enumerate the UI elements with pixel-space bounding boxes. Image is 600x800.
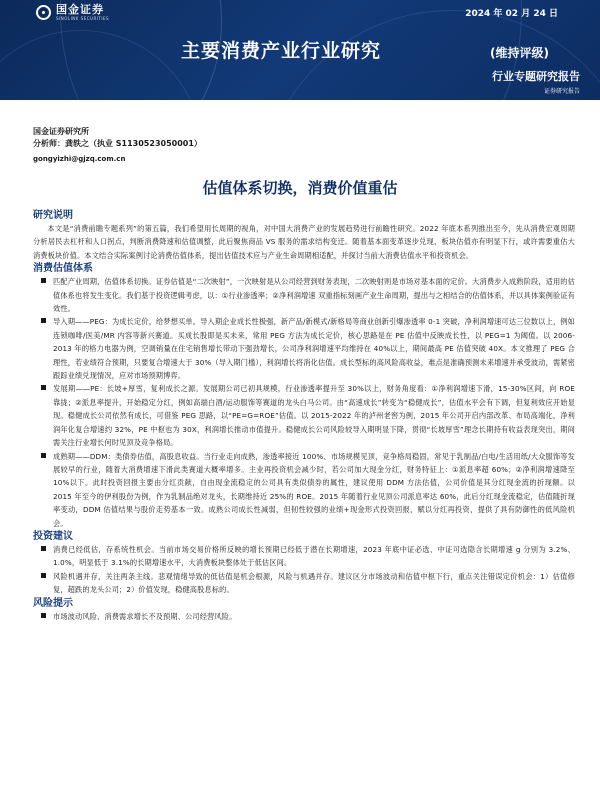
section-heading-investment-advice: 投资建议 xyxy=(33,530,73,542)
logo-icon xyxy=(36,5,51,20)
section-heading-risk-warning: 风险提示 xyxy=(33,597,73,609)
bullet-paragraph: 匹配产业周期，估值体系切换。证券估值是“二次映射”，一次映射是从公司经营到财务表现，二次映射则是市场对基本面的定价。大消费步入成熟阶段，适用的估值体系也将发生变化。我们基于投资逻辑考虑，以：①行业渗透率；②净利润增速 双重指标刻画产业生命周期，提出与之相结合的估值体系，并以具体案例验证有效性。 xyxy=(33,275,575,315)
report-title: 主要消费产业行业研究 xyxy=(181,40,382,62)
analyst-name: 分析师：龚轶之（执业 S1130523050001） xyxy=(33,139,202,148)
logo-text: 国金证券 xyxy=(56,3,104,16)
analyst-email[interactable]: gongyizhi@gjzq.com.cn xyxy=(33,155,126,163)
header-banner xyxy=(0,0,600,100)
bullet-paragraph: 发展期——PE：长坡+厚雪，复利成长之源。发展期公司已初具规模，行业渗透率提升至 30%以上，财务角度看：①净利润增速下滑，15-30%区间，向 ROE 靠拢；②派息率提升，开始稳定分红，例如高端白酒/运动服饰等赛道的龙头白马公司。由“高速成长”转变为“稳健成长”，估值水平会有下调，但复利效应开始显现。稳健成长公司依然有成长，可借鉴 PEG 思路，以“PE=G=ROE”估值。以 2015-2022 年的泸州老窖为例，2015 年公司开启内部改革、布局高端化，净利润年化复合增速约 32%，PE 中枢也为 30X，利润增长推动市值提升。稳健成长公司风险较导入期明显下降，贯彻“长坡厚雪”理念长期持有收益表现突出，期间需关注行业增长何时见顶及竞争格局。 xyxy=(33,382,575,449)
bullet-paragraph: 消费已经低估，存系统性机会。当前市场交易价格所反映的增长预期已经低于潜在长期增速，2023 年底中证必选、中证可选隐含长期增速 g 分别为 3.2%、1.0%，明显低于 3.1%的长期增速水平，大消费板块整体处于低估区间。 xyxy=(33,543,575,570)
report-body xyxy=(33,209,575,623)
bullet-paragraph: 导入期——PEG：为成长定价，给梦想买单。导入期企业成长性极强，新产品/新模式/新格局等商业创新引爆渗透率 0-1 突破，净利润增速可达三位数以上，例如连锁咖啡/医美/MR 内容等新兴赛道。买成长股即是买未来，常用 PEG 方法为成长定价，核心思路是在 PE 估值中反映成长性，以 PEG=1 为阈值。以 2006-2013 年的格力电器为例，空调销量在住宅销售增长带动下强劲增长，公司净利润增速平均维持在 40%以上，期间最高 PE 估值突破 40X。本文推理了 PEG 合理性，若业绩符合预期，只要复合增速大于 30%（导入期门槛），利润增长将消化估值。成长型标的高风险高收益，难点是准确预测未来增速并承受波动，需紧密跟踪业绩兑现情况，应对市场预期博弈。 xyxy=(33,315,575,382)
section-heading-valuation-system: 消费估值体系 xyxy=(33,263,93,275)
bullet-paragraph: 市场波动风险、消费需求增长不及预期、公司经营风险。 xyxy=(33,610,575,623)
report-sub-label: 证券研究报告 xyxy=(543,88,580,95)
bullet-paragraph: 风险机遇并存，关注两条主线。悲观情绪导致的低估值是机会根源，风险与机遇并存。建议区分市场波动和估值中枢下行，重点关注错误定价机会：1）估值修复，超跌的龙头公司；2）价值发现，稳健高股息标的。 xyxy=(33,570,575,597)
research-org: 国金证券研究所 xyxy=(33,127,89,136)
analyst-info xyxy=(33,126,413,167)
logo-subtext: SINOLINK SECURITIES xyxy=(56,16,110,21)
rating-label: (维持评级) xyxy=(490,46,549,60)
company-logo xyxy=(36,4,109,21)
bullet-paragraph: 成熟期——DDM：类债券估值，高股息收益。当行业走向成熟，渗透率接近 100%、市场规模见顶，竞争格局稳固，常见于乳制品/白电/生活用纸/大众服饰等发展较早的行业，随着大消费增速下滑此类赛道大概率增多。主业再投资机会减少时，若公司加大现金分红，财务特征上：①派息率超 60%；②净利润增速降至 10%以下。此时投资回报主要由分红贡献，自由现金流稳定的公司具有类似债券的属性，建议使用 DDM 方法估值，公司价值是其分红现金流的折现额。以 2015 年至今的伊利股份为例，作为乳制品绝对龙头，长期维持近 25%的 ROE。2015 年随着行业见顶公司派息率达 60%，此后分红现金流稳定，估值随折现率变动，DDM 估值结果与股价走势基本一致。成熟公司成长性减弱，但韧性较强的业绩+现金形式投资回报，赋以分红再投资，提供了具有防御性的低风险机会。 xyxy=(33,450,575,530)
paragraph: 本文是“消费前瞻专题系列”的第五篇，我们希望用长周期的视角，对中国大消费产业的发展趋势进行前瞻性研究。2022 年底本系列推出至今，先从消费宏观周期分析居民去杠杆和人口拐点，判断消费降速和估值调整，此后聚焦商品 VS 服务的需求结构变迁。随着基本面变革逐步兑现，板块估值亦有明显下行，或许需要重估大消费板块价值。本文结合实际案例讨论消费估值体系，提出估值技术应与产业生命周期相适配，并探讨当前大消费估值水平和投资机会。 xyxy=(33,224,575,260)
section-heading-research-note: 研究说明 xyxy=(33,210,73,221)
report-type: 行业专题研究报告 xyxy=(492,70,580,83)
document-title: 估值体系切换，消费价值重估 xyxy=(202,179,398,197)
report-date: 2024 年 02 月 24 日 xyxy=(465,9,558,19)
